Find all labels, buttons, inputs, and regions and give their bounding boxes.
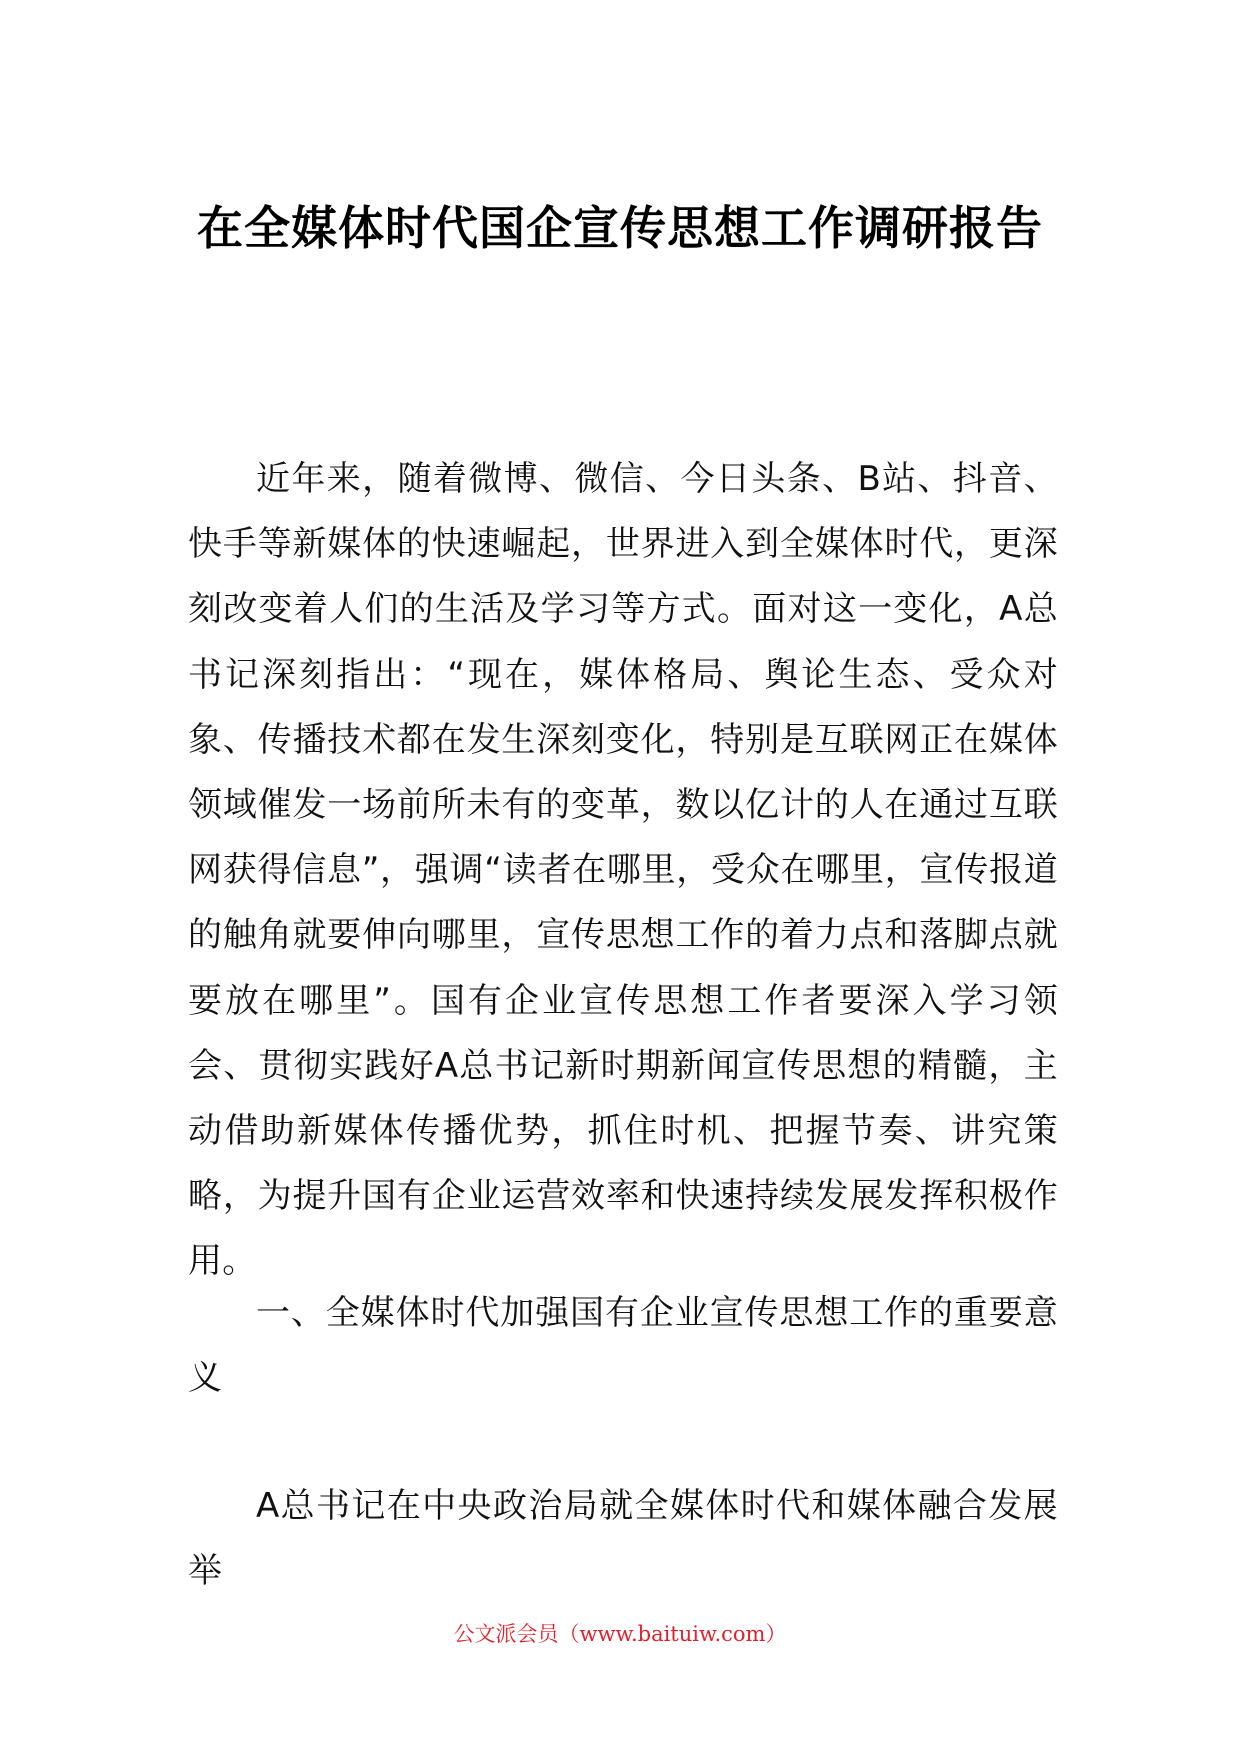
body-paragraph-intro: 近年来，随着微博、微信、今日头条、B站、抖音、快手等新媒体的快速崛起，世界进入到全媒体时代，更深刻改变着人们的生活及学习等方式。面对这一变化，A总书记深刻指出：“现在，媒体格局、舆论生态、受众对象、传播技术都在发生深刻变化，特别是互联网正在媒体领域催发一场前所未有的变革，数以亿计的人在通过互联网获得信息”，强调“读者在哪里，受众在哪里，宣传报道的触角就要伸向哪里，宣传思想工作的着力点和落脚点就要放在哪里”。国有企业宣传思想工作者要深入学习领会、贯彻实践好A总书记新时期新闻宣传思想的精髓，主动借助新媒体传播优势，抓住时机、把握节奏、讲究策略，为提升国有企业运营效率和快速持续发展发挥积极作用。 — [188, 459, 1058, 1282]
body-paragraph-section-1: A总书记在中央政治局就全媒体时代和媒体融合发展举 — [188, 1486, 1058, 1592]
footer-watermark: 公文派会员（www.baituiw.com） — [453, 1622, 787, 1646]
document-title: 在全媒体时代国企宣传思想工作调研报告 — [197, 201, 1043, 255]
section-heading-1: 一、全媒体时代加强国有企业宣传思想工作的重要意义 — [188, 1293, 1058, 1399]
